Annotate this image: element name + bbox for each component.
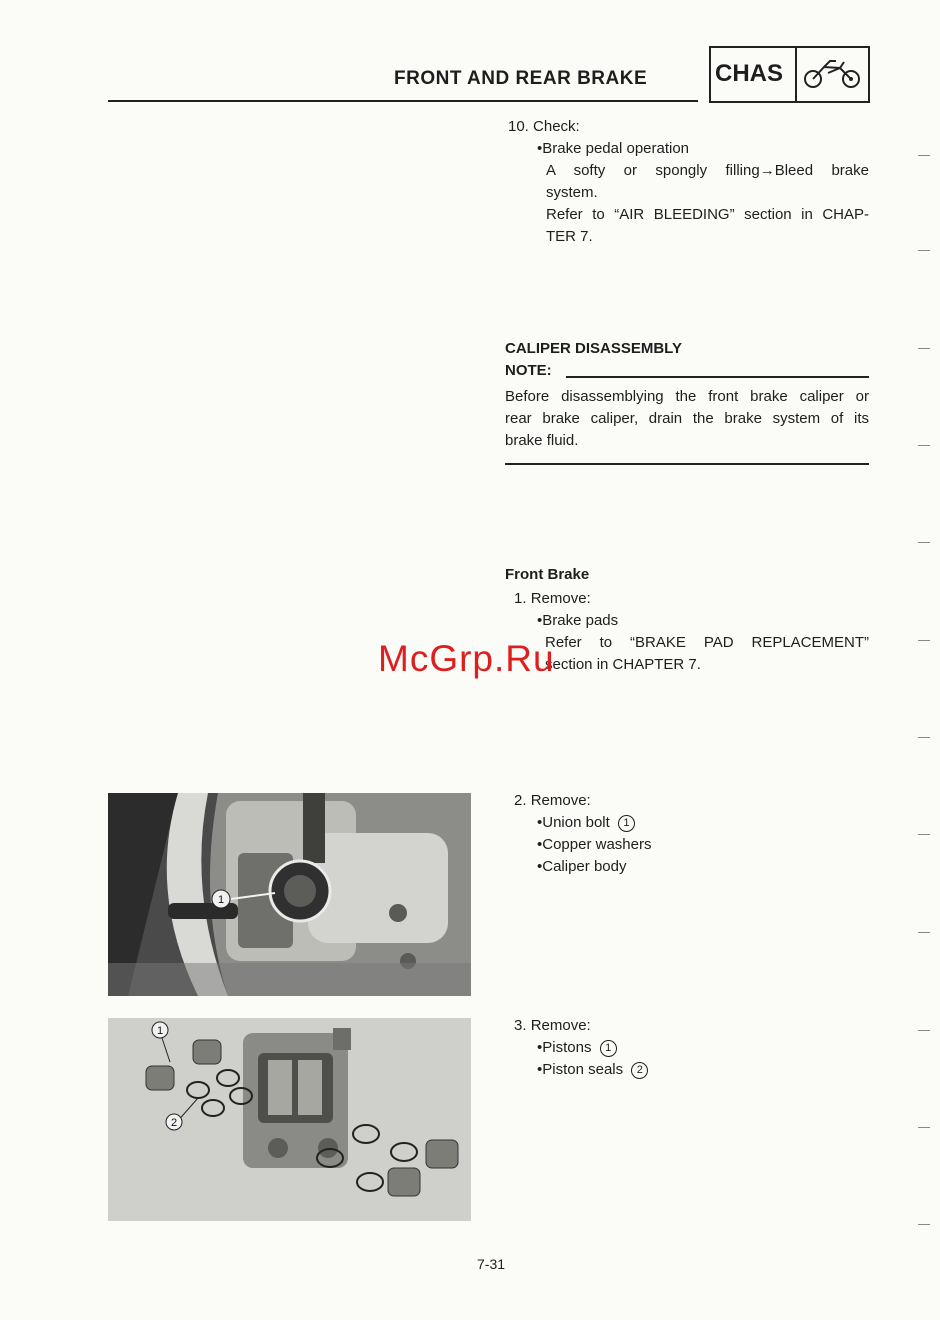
edge-mark bbox=[918, 542, 930, 543]
step-10-heading bbox=[508, 116, 580, 138]
edge-mark bbox=[918, 834, 930, 835]
reference-callout: 1 bbox=[618, 815, 635, 832]
chapter-badge-divider bbox=[795, 46, 797, 103]
reference-callout: 2 bbox=[631, 1062, 648, 1079]
step-2-heading bbox=[514, 790, 591, 812]
bullet-text: •Pistons bbox=[537, 1039, 592, 1056]
header-rule bbox=[108, 100, 698, 102]
step-10-line-4: TER 7. bbox=[546, 228, 593, 245]
caliper-disassembly-heading: CALIPER DISASSEMBLY bbox=[505, 340, 682, 357]
step-action: Remove: bbox=[530, 792, 591, 809]
step-action: Check: bbox=[533, 118, 580, 135]
chapter-badge-label: CHAS bbox=[715, 60, 784, 87]
step-1-line-1: Refer to “BRAKE PAD REPLACEMENT” bbox=[545, 634, 869, 651]
step-number: 1. bbox=[514, 590, 527, 607]
front-brake-heading: Front Brake bbox=[505, 566, 590, 583]
step-3-bullet-2 bbox=[537, 1059, 648, 1081]
note-bottom-rule bbox=[505, 463, 869, 465]
photo-callout: 1 bbox=[217, 894, 225, 906]
step-1-heading bbox=[514, 588, 591, 610]
step-number: 2. bbox=[514, 792, 527, 809]
reference-callout: 1 bbox=[600, 1040, 617, 1057]
watermark: McGrp.Ru bbox=[378, 638, 555, 679]
bullet-text: •Union bolt bbox=[537, 814, 610, 831]
bullet-text: •Piston seals bbox=[537, 1061, 624, 1078]
step-2-bullet-3: •Caliper body bbox=[537, 858, 627, 875]
step-10-line-3: Refer to “AIR BLEEDING” section in CHAP- bbox=[546, 206, 869, 223]
edge-mark bbox=[918, 1224, 930, 1225]
edge-mark bbox=[918, 737, 930, 738]
step-10-line-1: A softy or spongly filling→Bleed brake bbox=[546, 162, 869, 179]
edge-mark bbox=[918, 155, 930, 156]
note-line-3: brake fluid. bbox=[505, 432, 579, 449]
step-10-line-2: system. bbox=[546, 184, 598, 201]
photo-callout-2: 2 bbox=[170, 1117, 178, 1129]
step-1-line-2: section in CHAPTER 7. bbox=[545, 656, 701, 673]
step-number: 10. bbox=[508, 118, 529, 135]
page-number: 7-31 bbox=[477, 1256, 506, 1272]
step-action: Remove: bbox=[530, 1017, 591, 1034]
pistons-seals-photo bbox=[108, 1018, 471, 1221]
step-1-bullet: •Brake pads bbox=[537, 612, 619, 629]
photo-callout-1: 1 bbox=[156, 1025, 164, 1037]
caliper-union-bolt-photo bbox=[108, 793, 471, 996]
step-2-bullet-1 bbox=[537, 812, 635, 834]
edge-mark bbox=[918, 445, 930, 446]
edge-mark bbox=[918, 1030, 930, 1031]
motorcycle-icon bbox=[800, 56, 864, 92]
step-action: Remove: bbox=[530, 590, 591, 607]
edge-mark bbox=[918, 932, 930, 933]
step-3-bullet-1 bbox=[537, 1037, 617, 1059]
edge-mark bbox=[918, 640, 930, 641]
edge-mark bbox=[918, 348, 930, 349]
step-10-bullet: •Brake pedal operation bbox=[537, 140, 690, 157]
step-2-bullet-2: •Copper washers bbox=[537, 836, 652, 853]
edge-mark bbox=[918, 1127, 930, 1128]
note-line-2: rear brake caliper, drain the brake system of its bbox=[505, 410, 869, 427]
note-top-rule bbox=[566, 376, 869, 378]
note-label: NOTE: bbox=[505, 362, 552, 379]
section-title: FRONT AND REAR BRAKE bbox=[394, 68, 648, 89]
step-number: 3. bbox=[514, 1017, 527, 1034]
step-3-heading bbox=[514, 1015, 591, 1037]
note-line-1: Before disassemblying the front brake caliper or bbox=[505, 388, 869, 405]
edge-mark bbox=[918, 250, 930, 251]
